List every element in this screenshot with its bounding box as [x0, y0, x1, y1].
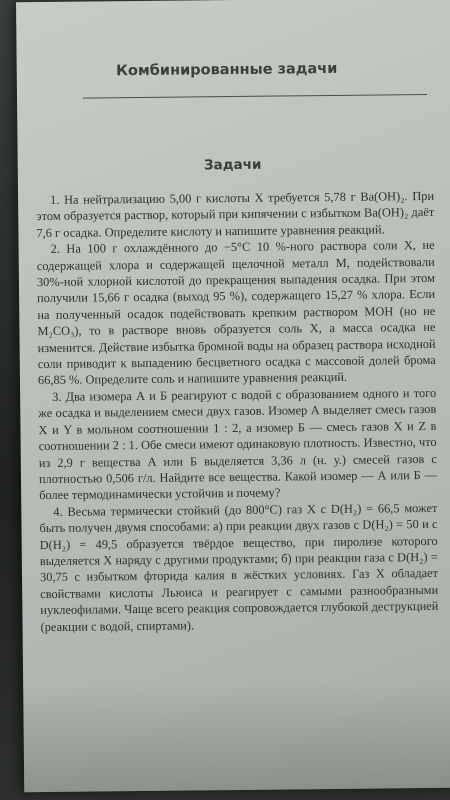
problem-4: 4. Весьма термически стойкий (до 800°C) газ X с D(H₂) = 66,5 может быть получен двумя способами: а) при реакции двух газов с D(H₂) = 50 и с D(H₂) = 49,5 образуется твёрдое вещество, при пиролизе которого выделяется X наряду с другими продуктами; б) при реакции газа с D(H₂) = 30,75 с избытком фторида калия в жёстких условиях. Газ X обладает свойствами кислоты Льюиса и реагирует с самыми разнообразными нуклеофилами. Чаще всего реакция сопровождается глубокой деструкцией (реакции с водой, спиртами). [39, 500, 439, 634]
problem-2: 2. На 100 г охлаждённого до −5°C 10 %-ного раствора соли X, не содержащей хлора и содержащей щелочной металл M, подействовали 30%-ной хлорной кислотой до прекращения выпадения осадка. При этом получили 15,66 г осадка (выход 95 %), содержащего 15,27 % хлора. Если на полученный осадок подействовать крепким раствором MOH (но не M₂CO₃), то в растворе вновь образуется соль X, а масса осадка не изменится. Действие избытка бромной воды на образец раствора исходной соли приводит к выпадению бесцветного осадка с массовой долей брома 66,85 %. Определите соль и напишите уравнения реакций. [36, 238, 436, 388]
section-title: Задачи [203, 156, 262, 174]
book-page [16, 0, 450, 792]
problem-1: 1. На нейтрализацию 5,00 г кислоты X требуется 5,78 г Ba(OH)₂. При этом образуется раствор, который при кипячении с избытком Ba(OH)₂ даёт 7,6 г осадка. Определите кислоту и напишите уравнения реакций. [36, 188, 435, 240]
page-shadow [23, 678, 450, 793]
problem-3: 3. Два изомера А и Б реагируют с водой с образованием одного и того же осадка и выделением смеси двух газов. Изомер А выделяет смесь газов X и Y в мольном соотношении 1 : 2, а изомер Б — смесь газов X и Z в соотношении 2 : 1. Обе смеси имеют одинаковую плотность. Известно, что из 2,9 г вещества А или Б выделяется 3,36 л (н. у.) смесей газов с плотностью 0,506 г/л. Найдите все вещества. Какой изомер — А или Б — более термодинамически устойчив и почему? [38, 385, 438, 503]
chapter-title: Комбинированные задачи [116, 60, 338, 80]
chapter-divider [83, 94, 427, 99]
problems-body [36, 188, 439, 635]
